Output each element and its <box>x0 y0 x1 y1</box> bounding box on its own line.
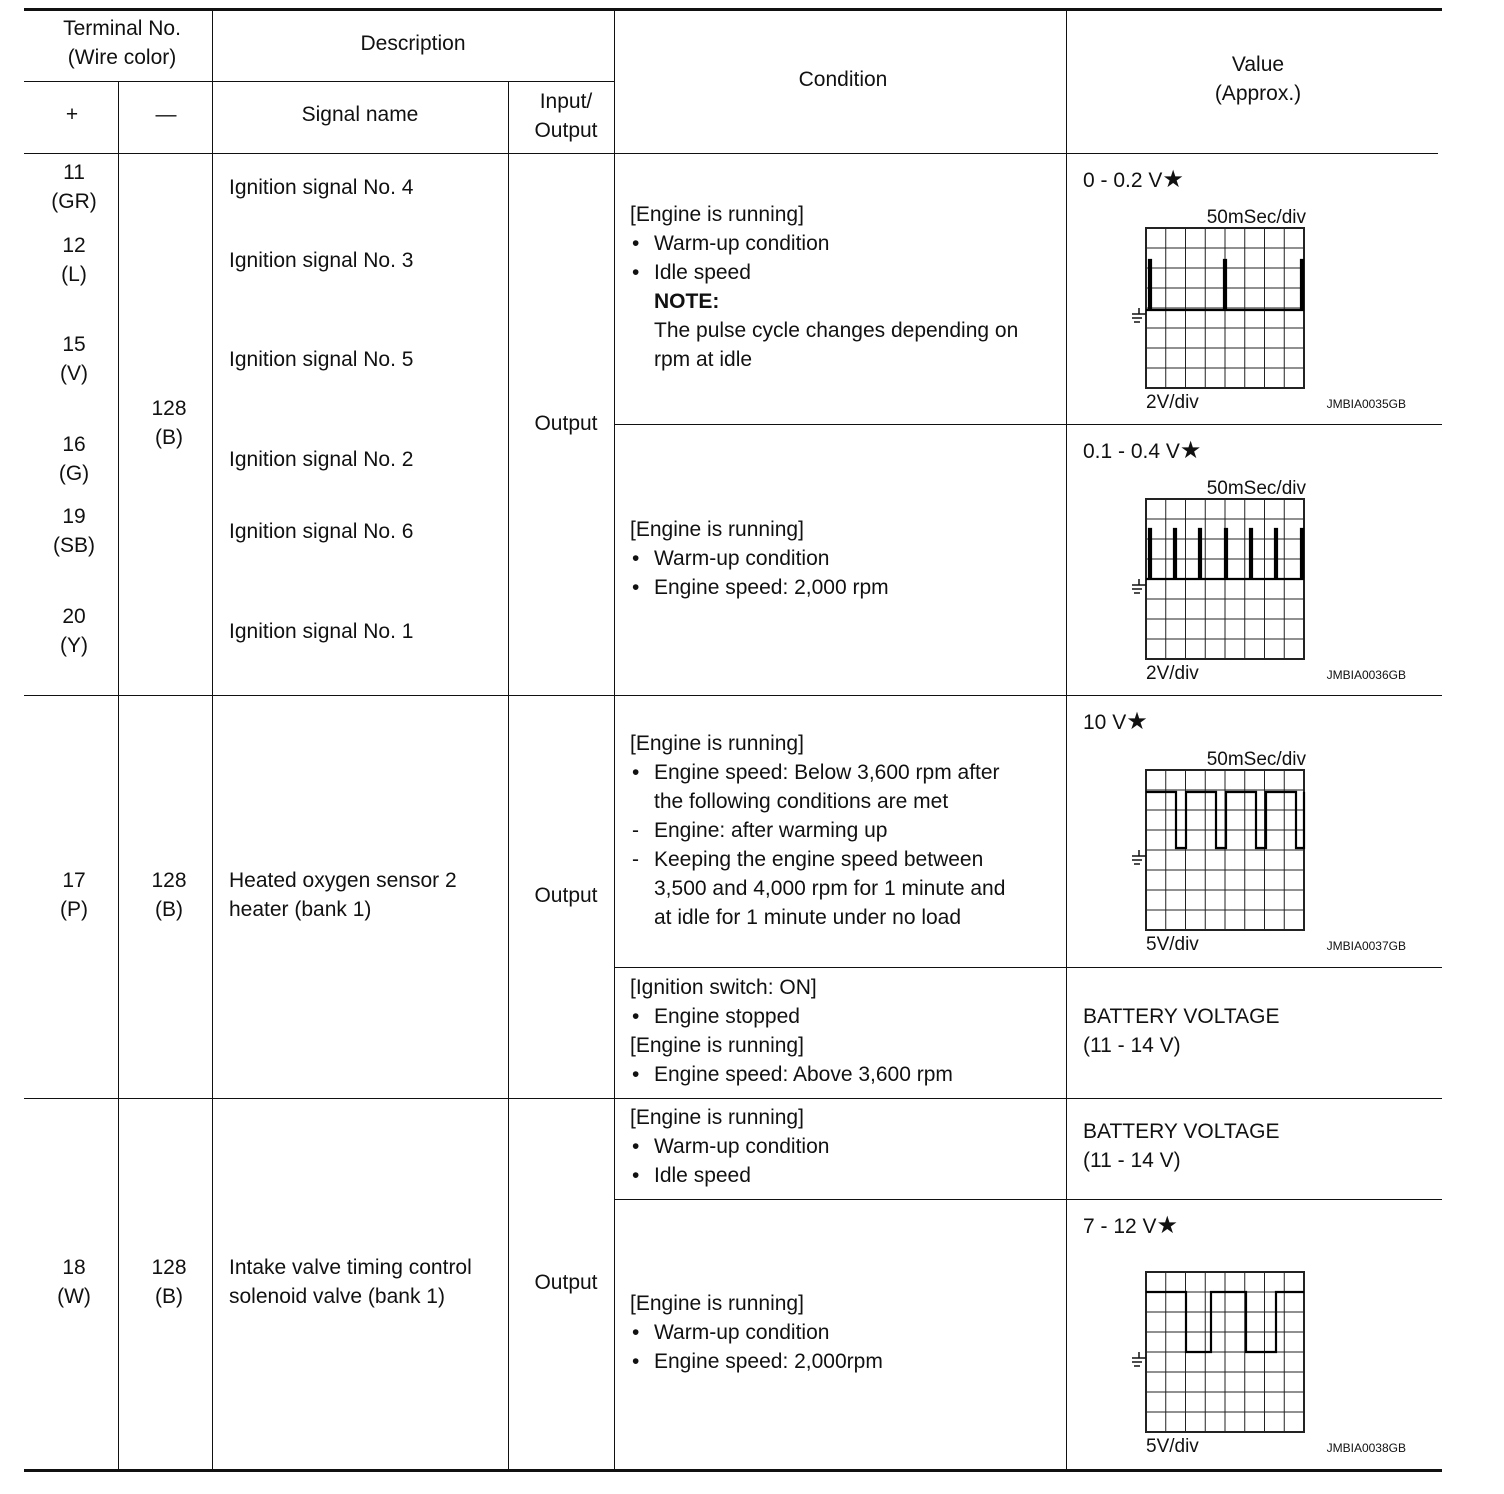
dash-icon: - <box>632 848 639 871</box>
condition-text <box>630 1103 829 1190</box>
condition-line: - Engine: after warming up <box>630 816 1005 845</box>
condition-text <box>630 1289 883 1376</box>
oscilloscope-waveform <box>1076 1244 1416 1469</box>
condition-divider <box>614 967 1442 968</box>
star-icon: ★ <box>1126 708 1148 735</box>
bullet-icon: • <box>632 232 640 255</box>
scope-graphic <box>1076 200 1416 420</box>
oscilloscope-waveform <box>1076 742 1416 967</box>
condition-line: NOTE: <box>654 290 720 313</box>
row-divider <box>24 1098 1442 1099</box>
waveform-trace <box>1146 529 1304 579</box>
figure-code: JMBIA0037GB <box>1326 939 1406 953</box>
input-output: Output <box>534 1271 598 1294</box>
condition-line: [Engine is running] <box>630 518 804 541</box>
condition-line: [Engine is running] <box>630 1106 804 1129</box>
header-description: Description <box>360 32 466 55</box>
figure-code: JMBIA0036GB <box>1326 668 1406 682</box>
volts-per-div-label: 5V/div <box>1146 1436 1199 1457</box>
signal-name: Ignition signal No. 6 <box>229 520 414 543</box>
bullet-icon: • <box>632 1005 640 1028</box>
terminal-plus: 12 (L) <box>61 234 87 286</box>
condition-line: • Engine speed: 2,000 rpm <box>630 573 889 602</box>
volts-per-div-label: 2V/div <box>1146 663 1199 684</box>
oscilloscope-waveform <box>1076 200 1416 425</box>
value-reading: 0 - 0.2 V★ <box>1083 166 1184 193</box>
terminal-plus: 17 (P) <box>60 869 88 921</box>
condition-line: • Warm-up condition <box>630 544 889 573</box>
header-condition: Condition <box>798 68 888 91</box>
bullet-icon: • <box>632 576 640 599</box>
bullet-icon: • <box>632 1135 640 1158</box>
scope-graphic <box>1076 1244 1416 1464</box>
value-reading: 7 - 12 V★ <box>1083 1212 1179 1239</box>
condition-text <box>630 729 1005 932</box>
figure-code: JMBIA0035GB <box>1326 397 1406 411</box>
condition-line: • Engine speed: 2,000rpm <box>630 1347 883 1376</box>
condition-line: • Engine stopped <box>630 1002 953 1031</box>
condition-line: [Engine is running] <box>630 1034 804 1057</box>
condition-line: rpm at idle <box>654 348 753 371</box>
column-divider <box>1066 10 1067 1470</box>
header-input-output: Input/ Output <box>534 90 598 142</box>
header-divider <box>24 81 614 82</box>
bullet-icon: • <box>632 261 640 284</box>
waveform-trace <box>1146 792 1304 848</box>
terminal-plus: 11 (GR) <box>51 161 97 213</box>
condition-line: [Engine is running] <box>630 1292 804 1315</box>
value-reading: 10 V★ <box>1083 708 1148 735</box>
condition-text <box>630 973 953 1089</box>
terminal-minus: 128 (B) <box>151 869 187 921</box>
table-top-border <box>24 8 1442 11</box>
ground-icon <box>1132 579 1146 593</box>
scope-graphic <box>1076 471 1416 691</box>
condition-line: - Keeping the engine speed between <box>630 845 1005 874</box>
ground-icon <box>1132 308 1146 322</box>
header-signal-name: Signal name <box>301 103 419 126</box>
condition-divider <box>614 1199 1442 1200</box>
bullet-icon: • <box>632 1350 640 1373</box>
ground-icon <box>1132 850 1146 864</box>
input-output: Output <box>534 412 598 435</box>
condition-text <box>630 200 1018 374</box>
ground-icon <box>1132 1352 1146 1366</box>
signal-name: Ignition signal No. 3 <box>229 249 414 272</box>
terminal-plus: 18 (W) <box>57 1256 91 1308</box>
condition-line: • Idle speed <box>630 1161 829 1190</box>
scope-graphic <box>1076 742 1416 962</box>
bullet-icon: • <box>632 547 640 570</box>
column-divider <box>614 10 615 1470</box>
bullet-icon: • <box>632 761 640 784</box>
header-plus: + <box>65 103 79 126</box>
signal-name: Ignition signal No. 5 <box>229 348 414 371</box>
bullet-icon: • <box>632 1063 640 1086</box>
header-value: Value (Approx.) <box>1214 53 1302 105</box>
star-icon: ★ <box>1162 166 1184 193</box>
condition-line: • Idle speed <box>630 258 1018 287</box>
star-icon: ★ <box>1156 1212 1179 1239</box>
signal-name: Ignition signal No. 4 <box>229 176 414 199</box>
bullet-icon: • <box>632 1164 640 1187</box>
condition-line: • Warm-up condition <box>630 1132 829 1161</box>
oscilloscope-waveform <box>1076 471 1416 696</box>
time-per-div-label: 50mSec/div <box>1206 478 1306 499</box>
value-reading: BATTERY VOLTAGE (11 - 14 V) <box>1083 1120 1280 1172</box>
terminal-minus: 128 (B) <box>151 397 187 449</box>
volts-per-div-label: 5V/div <box>1146 934 1199 955</box>
terminal-minus: 128 (B) <box>151 1256 187 1308</box>
header-minus: — <box>155 103 177 126</box>
signal-name: Ignition signal No. 2 <box>229 448 414 471</box>
condition-line: [Engine is running] <box>630 203 804 226</box>
bullet-icon: • <box>632 1321 640 1344</box>
condition-line: the following conditions are met <box>654 790 949 813</box>
terminal-plus: 15 (V) <box>60 333 88 385</box>
volts-per-div-label: 2V/div <box>1146 392 1199 413</box>
header-bottom-border <box>24 153 1438 154</box>
star-icon: ★ <box>1179 437 1202 464</box>
condition-line: [Ignition switch: ON] <box>630 976 817 999</box>
time-per-div-label: 50mSec/div <box>1206 207 1306 228</box>
condition-line: 3,500 and 4,000 rpm for 1 minute and <box>654 877 1006 900</box>
value-reading: 0.1 - 0.4 V★ <box>1083 437 1202 464</box>
input-output: Output <box>534 884 598 907</box>
signal-name: Intake valve timing control solenoid valve (bank 1) <box>229 1256 472 1308</box>
dash-icon: - <box>632 819 639 842</box>
header-terminal-no: Terminal No. (Wire color) <box>63 17 181 69</box>
time-per-div-label: 50mSec/div <box>1206 749 1306 770</box>
scope-grid <box>1146 1272 1304 1432</box>
condition-line: • Engine speed: Above 3,600 rpm <box>630 1060 953 1089</box>
terminal-plus: 19 (SB) <box>53 505 95 557</box>
signal-name: Heated oxygen sensor 2 heater (bank 1) <box>229 869 457 921</box>
column-divider <box>212 10 213 1470</box>
figure-code: JMBIA0038GB <box>1326 1441 1406 1455</box>
condition-line: [Engine is running] <box>630 732 804 755</box>
condition-line: The pulse cycle changes depending on <box>654 319 1019 342</box>
condition-line: at idle for 1 minute under no load <box>654 906 962 929</box>
condition-line: • Warm-up condition <box>630 1318 883 1347</box>
terminal-plus: 20 (Y) <box>60 605 88 657</box>
condition-line: • Warm-up condition <box>630 229 1018 258</box>
terminal-plus: 16 (G) <box>58 433 90 485</box>
table-bottom-border <box>24 1469 1442 1472</box>
condition-text <box>630 515 889 602</box>
value-reading: BATTERY VOLTAGE (11 - 14 V) <box>1083 1005 1280 1057</box>
signal-name: Ignition signal No. 1 <box>229 620 414 643</box>
column-divider <box>508 82 509 1470</box>
condition-line: • Engine speed: Below 3,600 rpm after <box>630 758 1005 787</box>
